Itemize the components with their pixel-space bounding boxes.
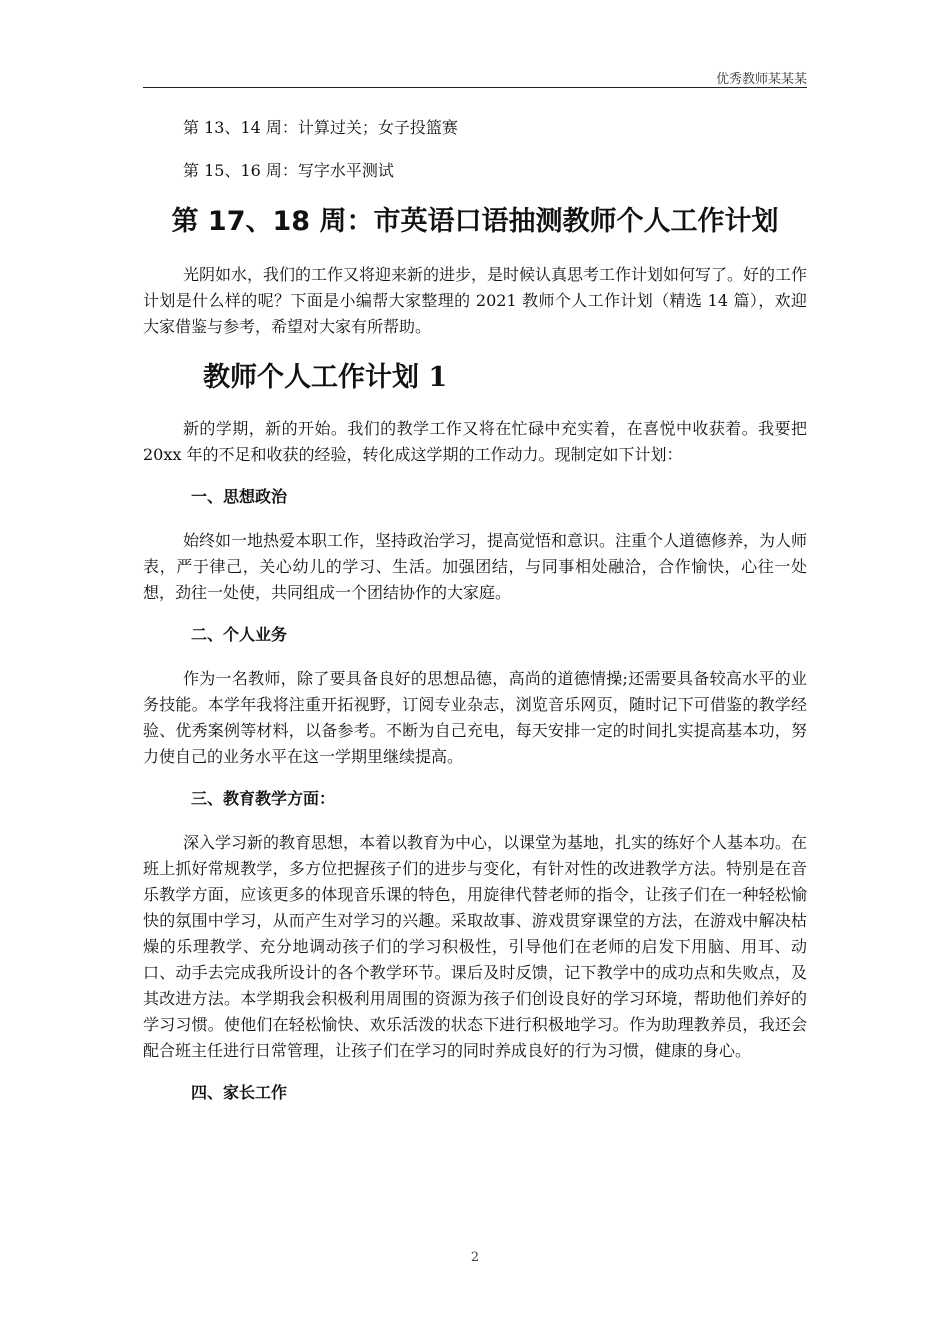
- page-number: 2: [470, 1250, 480, 1265]
- subsection-heading-teaching: 三、教育教学方面：: [191, 789, 336, 808]
- intro-paragraph: 光阴如水，我们的工作又将迎来新的进步，是时候认真思考工作计划如何写了。好的工作计划是什么样的呢？下面是小编帮大家整理的 2021 教师个人工作计划（精选 14 篇），欢迎大家借鉴与参考，希望对大家有所帮助。: [143, 265, 808, 336]
- document-body: [143, 115, 807, 1124]
- subsection-body-teaching: 深入学习新的教育思想，本着以教育为中心，以课堂为基地，扎实的练好个人基本功。在班上抓好常规教学，多方位把握孩子们的进步与变化，有针对性的改进教学方法。特别是在音乐教学方面，应该更多的体现音乐课的特色，用旋律代替老师的指令，让孩子们在一种轻松愉快的氛围中学习，从而产生对学习的兴趣。采取故事、游戏贯穿课堂的方法，在游戏中解决枯燥的乐理教学、充分地调动孩子们的学习积极性，引导他们在老师的启发下用脑、用耳、动口、动手去完成我所设计的各个教学环节。课后及时反馈，记下教学中的成功点和失败点，及其改进方法。本学期我会积极利用周围的资源为孩子们创设良好的学习环境，帮助他们养好的学习习惯。使他们在轻松愉快、欢乐活泼的状态下进行积极地学习。作为助理教养员，我还会配合班主任进行日常管理，让孩子们在学习的同时养成良好的行为习惯，健康的身心。: [143, 833, 808, 1060]
- section-title: 教师个人工作计划 1: [203, 362, 448, 393]
- subsection-heading-politics: 一、思想政治: [191, 487, 288, 506]
- schedule-line: 第 13、14 周：计算过关；女子投篮赛: [183, 118, 458, 137]
- subsection-heading-personal-business: 二、个人业务: [191, 625, 288, 644]
- subsection-body-personal-business: 作为一名教师，除了要具备良好的思想品德，高尚的道德情操;还需要具备较高水平的业务技能。本学年我将注重开拓视野，订阅专业杂志，浏览音乐网页，随时记下可借鉴的教学经验、优秀案例等材料，以备参考。不断为自己充电，每天安排一定的时间扎实提高基本功，努力使自己的业务水平在这一学期里继续提高。: [143, 669, 807, 766]
- header-author: 优秀教师某某某: [715, 72, 807, 87]
- schedule-line: 第 15、16 周：写字水平测试: [183, 161, 394, 180]
- subsection-heading-parents: 四、家长工作: [191, 1083, 288, 1102]
- document-title: 第 17、18 周：市英语口语抽测教师个人工作计划: [171, 206, 779, 237]
- section-intro-paragraph: 新的学期，新的开始。我们的教学工作又将在忙碌中充实着，在喜悦中收获着。我要把 20xx 年的不足和收获的经验，转化成这学期的工作动力。现制定如下计划：: [143, 419, 807, 464]
- subsection-body-politics: 始终如一地热爱本职工作，坚持政治学习，提高觉悟和意识。注重个人道德修养，为人师表，严于律己，关心幼儿的学习、生活。加强团结，与同事相处融洽，合作愉快，心往一处想，劲往一处使，共同组成一个团结协作的大家庭。: [143, 531, 808, 602]
- header-divider: [143, 87, 807, 88]
